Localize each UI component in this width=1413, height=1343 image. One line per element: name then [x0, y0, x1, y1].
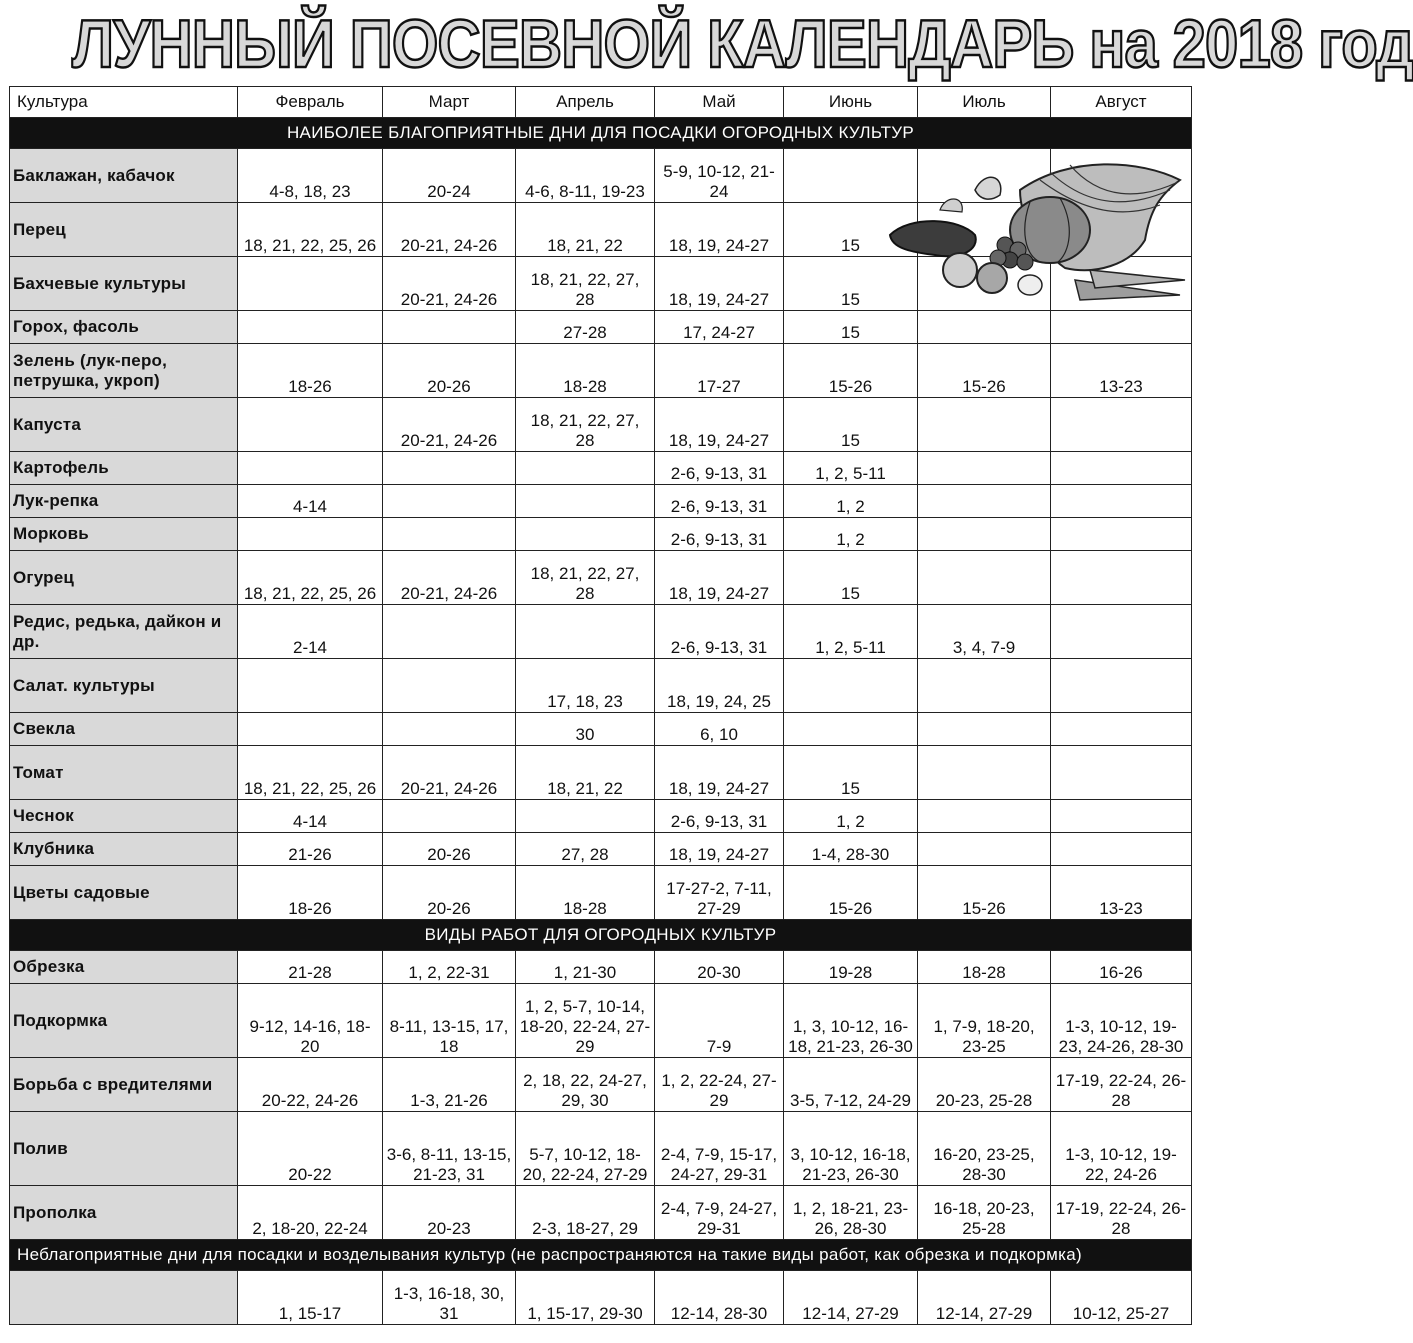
days-cell-may: 2-4, 7-9, 15-17, 24-27, 29-31 — [655, 1112, 784, 1186]
days-cell-feb: 18-26 — [238, 344, 383, 398]
days-cell-may: 2-6, 9-13, 31 — [655, 800, 784, 833]
column-header: Июнь — [784, 87, 918, 118]
days-cell-apr — [516, 800, 655, 833]
days-cell-apr — [516, 485, 655, 518]
days-cell-may: 18, 19, 24-27 — [655, 833, 784, 866]
days-cell-jul — [918, 452, 1051, 485]
crop-name-cell: Чеснок — [10, 800, 238, 833]
days-cell-jul: 20-23, 25-28 — [918, 1058, 1051, 1112]
days-cell-aug: 1-3, 10-12, 19-23, 24-26, 28-30 — [1051, 984, 1192, 1058]
days-cell-feb — [238, 311, 383, 344]
crop-name-cell: Томат — [10, 746, 238, 800]
days-cell-may: 2-6, 9-13, 31 — [655, 452, 784, 485]
column-header: Март — [383, 87, 516, 118]
days-cell-jul — [918, 713, 1051, 746]
crop-name-cell: Полив — [10, 1112, 238, 1186]
days-cell-may: 1, 2, 22-24, 27-29 — [655, 1058, 784, 1112]
days-cell-mar: 20-23 — [383, 1186, 516, 1240]
days-cell-apr: 17, 18, 23 — [516, 659, 655, 713]
table-row — [10, 951, 1192, 984]
days-cell-jun: 1, 2 — [784, 518, 918, 551]
days-cell-may: 2-6, 9-13, 31 — [655, 605, 784, 659]
days-cell-aug: 16-26 — [1051, 951, 1192, 984]
column-header: Апрель — [516, 87, 655, 118]
days-cell-jul — [918, 149, 1051, 203]
crop-name-cell: Горох, фасоль — [10, 311, 238, 344]
days-cell-mar: 1-3, 16-18, 30, 31 — [383, 1271, 516, 1325]
days-cell-jul: 16-18, 20-23, 25-28 — [918, 1186, 1051, 1240]
days-cell-mar: 1-3, 21-26 — [383, 1058, 516, 1112]
table-row — [10, 518, 1192, 551]
days-cell-jul — [918, 518, 1051, 551]
table-row — [10, 984, 1192, 1058]
days-cell-feb — [238, 452, 383, 485]
days-cell-feb: 1, 15-17 — [238, 1271, 383, 1325]
days-cell-feb: 2-14 — [238, 605, 383, 659]
crop-name-cell: Цветы садовые — [10, 866, 238, 920]
crop-name-cell: Клубника — [10, 833, 238, 866]
days-cell-feb — [238, 713, 383, 746]
days-cell-jul — [918, 203, 1051, 257]
crop-name-cell: Бахчевые культуры — [10, 257, 238, 311]
days-cell-may: 20-30 — [655, 951, 784, 984]
days-cell-apr: 18-28 — [516, 866, 655, 920]
days-cell-apr: 1, 15-17, 29-30 — [516, 1271, 655, 1325]
days-cell-jun: 1, 2 — [784, 485, 918, 518]
days-cell-mar: 20-21, 24-26 — [383, 746, 516, 800]
days-cell-aug: 17-19, 22-24, 26-28 — [1051, 1186, 1192, 1240]
section-unfavorable-days — [10, 1240, 1192, 1271]
crop-name-cell: Салат. культуры — [10, 659, 238, 713]
days-cell-mar: 20-26 — [383, 344, 516, 398]
days-cell-jun: 1, 3, 10-12, 16-18, 21-23, 26-30 — [784, 984, 918, 1058]
days-cell-may: 18, 19, 24-27 — [655, 551, 784, 605]
table-row — [10, 398, 1192, 452]
days-cell-jun: 1, 2, 5-11 — [784, 452, 918, 485]
days-cell-apr: 18, 21, 22 — [516, 746, 655, 800]
days-cell-mar — [383, 713, 516, 746]
crop-name-cell: Обрезка — [10, 951, 238, 984]
crop-name-cell: Лук-репка — [10, 485, 238, 518]
crop-name-cell: Огурец — [10, 551, 238, 605]
days-cell-may: 6, 10 — [655, 713, 784, 746]
days-cell-may: 17-27-2, 7-11, 27-29 — [655, 866, 784, 920]
days-cell-jun: 1-4, 28-30 — [784, 833, 918, 866]
days-cell-mar — [383, 605, 516, 659]
days-cell-jun — [784, 659, 918, 713]
days-cell-jun: 3-5, 7-12, 24-29 — [784, 1058, 918, 1112]
days-cell-may: 12-14, 28-30 — [655, 1271, 784, 1325]
days-cell-jun: 1, 2, 18-21, 23-26, 28-30 — [784, 1186, 918, 1240]
days-cell-apr — [516, 518, 655, 551]
days-cell-apr: 5-7, 10-12, 18-20, 22-24, 27-29 — [516, 1112, 655, 1186]
days-cell-may: 18, 19, 24-27 — [655, 746, 784, 800]
days-cell-jun: 15 — [784, 311, 918, 344]
days-cell-may: 18, 19, 24-27 — [655, 257, 784, 311]
days-cell-jul: 3, 4, 7-9 — [918, 605, 1051, 659]
days-cell-aug — [1051, 713, 1192, 746]
crop-name-cell: Редис, редька, дайкон и др. — [10, 605, 238, 659]
table-row — [10, 800, 1192, 833]
table-row — [10, 659, 1192, 713]
days-cell-may: 18, 19, 24-27 — [655, 398, 784, 452]
crop-name-cell: Капуста — [10, 398, 238, 452]
days-cell-jul — [918, 800, 1051, 833]
column-header: Май — [655, 87, 784, 118]
days-cell-feb: 18-26 — [238, 866, 383, 920]
table-row — [10, 605, 1192, 659]
days-cell-mar — [383, 800, 516, 833]
days-cell-aug — [1051, 833, 1192, 866]
days-cell-jun — [784, 713, 918, 746]
days-cell-jul: 18-28 — [918, 951, 1051, 984]
crop-name-cell — [10, 1271, 238, 1325]
days-cell-may: 18, 19, 24, 25 — [655, 659, 784, 713]
days-cell-feb: 18, 21, 22, 25, 26 — [238, 203, 383, 257]
days-cell-apr — [516, 452, 655, 485]
page-title: ЛУННЫЙ ПОСЕВНОЙ КАЛЕНДАРЬ на 2018 год — [72, 6, 1413, 82]
days-cell-mar: 20-24 — [383, 149, 516, 203]
table-row — [10, 1271, 1192, 1325]
sowing-calendar-table — [9, 86, 1192, 1325]
days-cell-apr: 1, 2, 5-7, 10-14, 18-20, 22-24, 27-29 — [516, 984, 655, 1058]
column-header: Культура — [10, 87, 238, 118]
crop-name-cell: Подкормка — [10, 984, 238, 1058]
table-row — [10, 1186, 1192, 1240]
days-cell-aug — [1051, 203, 1192, 257]
days-cell-mar — [383, 485, 516, 518]
days-cell-aug — [1051, 800, 1192, 833]
days-cell-mar — [383, 518, 516, 551]
days-cell-mar: 20-26 — [383, 833, 516, 866]
table-row — [10, 833, 1192, 866]
days-cell-may: 18, 19, 24-27 — [655, 203, 784, 257]
days-cell-may: 5-9, 10-12, 21-24 — [655, 149, 784, 203]
days-cell-aug — [1051, 551, 1192, 605]
days-cell-jul — [918, 311, 1051, 344]
days-cell-feb — [238, 659, 383, 713]
days-cell-mar: 3-6, 8-11, 13-15, 21-23, 31 — [383, 1112, 516, 1186]
days-cell-aug — [1051, 518, 1192, 551]
crop-name-cell: Перец — [10, 203, 238, 257]
days-cell-aug — [1051, 452, 1192, 485]
section-best-planting-days — [10, 118, 1192, 149]
days-cell-jul: 15-26 — [918, 344, 1051, 398]
crop-name-cell: Баклажан, кабачок — [10, 149, 238, 203]
days-cell-apr: 18, 21, 22 — [516, 203, 655, 257]
days-cell-jun: 19-28 — [784, 951, 918, 984]
days-cell-jun: 1, 2 — [784, 800, 918, 833]
table-row — [10, 1058, 1192, 1112]
days-cell-feb — [238, 518, 383, 551]
days-cell-aug — [1051, 485, 1192, 518]
table-row — [10, 257, 1192, 311]
days-cell-jun: 3, 10-12, 16-18, 21-23, 26-30 — [784, 1112, 918, 1186]
days-cell-aug: 13-23 — [1051, 866, 1192, 920]
crop-name-cell: Прополка — [10, 1186, 238, 1240]
days-cell-apr: 27, 28 — [516, 833, 655, 866]
days-cell-jul — [918, 398, 1051, 452]
table-row — [10, 485, 1192, 518]
crop-name-cell: Свекла — [10, 713, 238, 746]
days-cell-feb: 20-22 — [238, 1112, 383, 1186]
days-cell-aug — [1051, 605, 1192, 659]
days-cell-apr: 18, 21, 22, 27, 28 — [516, 551, 655, 605]
days-cell-jul — [918, 551, 1051, 605]
days-cell-mar — [383, 659, 516, 713]
days-cell-jun: 1, 2, 5-11 — [784, 605, 918, 659]
crop-name-cell: Борьба с вредителями — [10, 1058, 238, 1112]
table-row — [10, 551, 1192, 605]
days-cell-feb: 20-22, 24-26 — [238, 1058, 383, 1112]
table-row — [10, 713, 1192, 746]
days-cell-jul — [918, 257, 1051, 311]
days-cell-mar: 20-26 — [383, 866, 516, 920]
days-cell-jun: 15 — [784, 746, 918, 800]
column-header: Февраль — [238, 87, 383, 118]
days-cell-jun: 15 — [784, 203, 918, 257]
days-cell-jul: 12-14, 27-29 — [918, 1271, 1051, 1325]
days-cell-aug: 10-12, 25-27 — [1051, 1271, 1192, 1325]
column-header: Июль — [918, 87, 1051, 118]
crop-name-cell: Морковь — [10, 518, 238, 551]
days-cell-apr: 1, 21-30 — [516, 951, 655, 984]
days-cell-jul — [918, 485, 1051, 518]
days-cell-apr: 18-28 — [516, 344, 655, 398]
days-cell-jun: 12-14, 27-29 — [784, 1271, 918, 1325]
days-cell-mar: 8-11, 13-15, 17, 18 — [383, 984, 516, 1058]
section-work-types — [10, 920, 1192, 951]
days-cell-jun: 15 — [784, 257, 918, 311]
days-cell-jul: 1, 7-9, 18-20, 23-25 — [918, 984, 1051, 1058]
days-cell-feb: 4-14 — [238, 800, 383, 833]
header-row — [10, 87, 1192, 118]
days-cell-may: 7-9 — [655, 984, 784, 1058]
table-row — [10, 866, 1192, 920]
days-cell-jun: 15-26 — [784, 866, 918, 920]
days-cell-jul — [918, 833, 1051, 866]
days-cell-aug — [1051, 149, 1192, 203]
days-cell-aug — [1051, 257, 1192, 311]
table-row — [10, 149, 1192, 203]
days-cell-may: 2-6, 9-13, 31 — [655, 518, 784, 551]
days-cell-mar: 20-21, 24-26 — [383, 203, 516, 257]
days-cell-aug: 1-3, 10-12, 19-22, 24-26 — [1051, 1112, 1192, 1186]
crop-name-cell: Картофель — [10, 452, 238, 485]
days-cell-mar: 20-21, 24-26 — [383, 551, 516, 605]
column-header: Август — [1051, 87, 1192, 118]
days-cell-aug — [1051, 659, 1192, 713]
days-cell-may: 2-6, 9-13, 31 — [655, 485, 784, 518]
days-cell-aug: 13-23 — [1051, 344, 1192, 398]
days-cell-jun: 15 — [784, 398, 918, 452]
days-cell-aug — [1051, 398, 1192, 452]
days-cell-jun: 15 — [784, 551, 918, 605]
days-cell-feb: 18, 21, 22, 25, 26 — [238, 551, 383, 605]
table-row — [10, 344, 1192, 398]
days-cell-apr: 18, 21, 22, 27, 28 — [516, 257, 655, 311]
table-row — [10, 746, 1192, 800]
days-cell-jul: 15-26 — [918, 866, 1051, 920]
days-cell-apr: 2-3, 18-27, 29 — [516, 1186, 655, 1240]
section-unfavorable-days-title: Неблагоприятные дни для посадки и возделывания культур (не распространяются на такие виды работ, как обрезка и подкормка) — [10, 1240, 1192, 1271]
table-row — [10, 1112, 1192, 1186]
days-cell-aug — [1051, 311, 1192, 344]
table-row — [10, 311, 1192, 344]
table-row — [10, 203, 1192, 257]
days-cell-feb: 9-12, 14-16, 18-20 — [238, 984, 383, 1058]
days-cell-feb: 4-14 — [238, 485, 383, 518]
section-best-planting-days-title: НАИБОЛЕЕ БЛАГОПРИЯТНЫЕ ДНИ ДЛЯ ПОСАДКИ ОГОРОДНЫХ КУЛЬТУР — [10, 118, 1192, 149]
days-cell-jul: 16-20, 23-25, 28-30 — [918, 1112, 1051, 1186]
days-cell-jun — [784, 149, 918, 203]
days-cell-aug — [1051, 746, 1192, 800]
days-cell-may: 17, 24-27 — [655, 311, 784, 344]
days-cell-feb — [238, 257, 383, 311]
days-cell-apr: 30 — [516, 713, 655, 746]
days-cell-jun: 15-26 — [784, 344, 918, 398]
days-cell-apr — [516, 605, 655, 659]
days-cell-feb: 21-28 — [238, 951, 383, 984]
days-cell-aug: 17-19, 22-24, 26-28 — [1051, 1058, 1192, 1112]
days-cell-feb: 4-8, 18, 23 — [238, 149, 383, 203]
days-cell-mar — [383, 452, 516, 485]
crop-name-cell: Зелень (лук-перо, петрушка, укроп) — [10, 344, 238, 398]
days-cell-mar: 20-21, 24-26 — [383, 398, 516, 452]
days-cell-mar: 20-21, 24-26 — [383, 257, 516, 311]
days-cell-feb: 2, 18-20, 22-24 — [238, 1186, 383, 1240]
days-cell-jul — [918, 746, 1051, 800]
days-cell-apr: 18, 21, 22, 27, 28 — [516, 398, 655, 452]
days-cell-apr: 2, 18, 22, 24-27, 29, 30 — [516, 1058, 655, 1112]
table-row — [10, 452, 1192, 485]
days-cell-feb — [238, 398, 383, 452]
days-cell-may: 2-4, 7-9, 24-27, 29-31 — [655, 1186, 784, 1240]
section-work-types-title: ВИДЫ РАБОТ ДЛЯ ОГОРОДНЫХ КУЛЬТУР — [10, 920, 1192, 951]
days-cell-mar: 1, 2, 22-31 — [383, 951, 516, 984]
days-cell-jul — [918, 659, 1051, 713]
days-cell-feb: 21-26 — [238, 833, 383, 866]
days-cell-apr: 27-28 — [516, 311, 655, 344]
days-cell-mar — [383, 311, 516, 344]
days-cell-apr: 4-6, 8-11, 19-23 — [516, 149, 655, 203]
days-cell-may: 17-27 — [655, 344, 784, 398]
days-cell-feb: 18, 21, 22, 25, 26 — [238, 746, 383, 800]
